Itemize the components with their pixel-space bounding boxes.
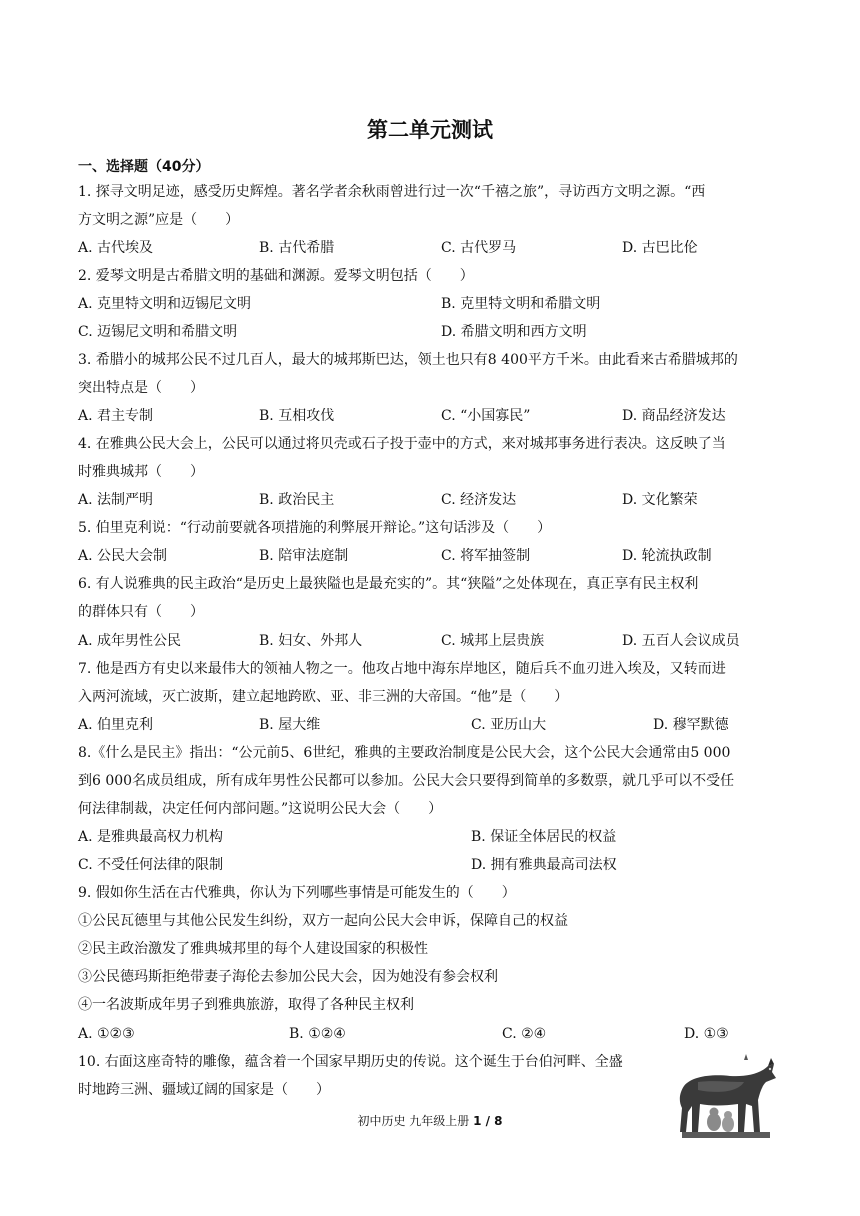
q6-option-d: D. 五百人会议成员 xyxy=(622,633,740,649)
q1-option-c: C. 古代罗马 xyxy=(441,240,517,256)
question-1-stem-cont: 方文明之源”应是（ ） xyxy=(78,212,240,228)
question-1-stem: 1. 探寻文明足迹，感受历史辉煌。著名学者余秋雨曾进行过一次“千禧之旅”，寻访西方文明之源。“西 xyxy=(78,184,706,200)
question-3-stem: 3. 希腊小的城邦公民不过几百人，最大的城邦斯巴达，领土也只有8 400平方千米。由此看来古希腊城邦的 xyxy=(78,352,738,368)
question-6-stem-cont: 的群体只有（ ） xyxy=(78,604,204,620)
q2-option-b: B. 克里特文明和希腊文明 xyxy=(441,296,601,312)
q6-option-c: C. 城邦上层贵族 xyxy=(441,633,545,649)
question-7-stem: 7. 他是西方有史以来最伟大的领袖人物之一。他攻占地中海东岸地区，随后兵不血刃进入埃及，又转而进 xyxy=(78,661,726,677)
q7-option-a: A. 伯里克利 xyxy=(78,717,154,733)
question-4-stem: 4. 在雅典公民大会上，公民可以通过将贝壳或石子投于壶中的方式，来对城邦事务进行表决。这反映了当 xyxy=(78,436,726,452)
q4-option-d: D. 文化繁荣 xyxy=(622,492,698,508)
q8-option-d: D. 拥有雅典最高司法权 xyxy=(471,857,617,873)
page-footer xyxy=(0,1112,860,1129)
q3-option-b: B. 互相攻伐 xyxy=(259,408,335,424)
q2-option-d: D. 希腊文明和西方文明 xyxy=(441,324,587,340)
page-title: 第二单元测试 xyxy=(367,118,493,142)
q9-option-a: A. ①②③ xyxy=(78,1026,135,1042)
question-5-stem: 5. 伯里克利说：“行动前要就各项措施的利弊展开辩论。”这句话涉及（ ） xyxy=(78,520,552,536)
question-9-stem: 9. 假如你生活在古代雅典，你认为下列哪些事情是可能发生的（ ） xyxy=(78,885,516,901)
question-6-stem: 6. 有人说雅典的民主政治“是历史上最狭隘也是最充实的”。其“狭隘”之处体现在，真正享有民主权利 xyxy=(78,576,699,592)
q8-option-b: B. 保证全体居民的权益 xyxy=(471,829,617,845)
q9-option-d: D. ①③ xyxy=(684,1026,729,1042)
q6-option-a: A. 成年男性公民 xyxy=(78,633,182,649)
question-2-stem: 2. 爱琴文明是古希腊文明的基础和渊源。爱琴文明包括（ ） xyxy=(78,268,474,284)
q1-option-b: B. 古代希腊 xyxy=(259,240,335,256)
question-8-stem-cont: 到6 000名成员组成，所有成年男性公民都可以参加。公民大会只要得到简单的多数票，就几乎可以不受任 xyxy=(78,773,735,789)
q4-option-b: B. 政治民主 xyxy=(259,492,335,508)
question-8-stem-cont2: 何法律制裁，决定任何内部问题。”这说明公民大会（ ） xyxy=(78,801,443,817)
q6-option-b: B. 妇女、外邦人 xyxy=(259,633,363,649)
q3-option-a: A. 君主专制 xyxy=(78,408,154,424)
section-heading: 一、选择题（40分） xyxy=(78,159,210,175)
q1-option-a: A. 古代埃及 xyxy=(78,240,154,256)
q7-option-b: B. 屋大维 xyxy=(259,717,321,733)
question-3-stem-cont: 突出特点是（ ） xyxy=(78,380,204,396)
q9-option-c: C. ②④ xyxy=(502,1026,547,1042)
page-number: 1 / 8 xyxy=(473,1114,503,1128)
footer-text: 初中历史 九年级上册 xyxy=(357,1114,474,1128)
q8-option-a: A. 是雅典最高权力机构 xyxy=(78,829,224,845)
question-4-stem-cont: 时雅典城邦（ ） xyxy=(78,464,204,480)
q5-option-d: D. 轮流执政制 xyxy=(622,548,712,564)
q7-option-c: C. 亚历山大 xyxy=(471,717,547,733)
q2-option-c: C. 迈锡尼文明和希腊文明 xyxy=(78,324,238,340)
q2-option-a: A. 克里特文明和迈锡尼文明 xyxy=(78,296,252,312)
q8-option-c: C. 不受任何法律的限制 xyxy=(78,857,224,873)
q9-statement-1: ①公民瓦德里与其他公民发生纠纷，双方一起向公民大会申诉，保障自己的权益 xyxy=(78,913,568,929)
q3-option-d: D. 商品经济发达 xyxy=(622,408,726,424)
q4-option-a: A. 法制严明 xyxy=(78,492,154,508)
q9-statement-4: ④一名波斯成年男子到雅典旅游，取得了各种民主权利 xyxy=(78,997,414,1013)
q5-option-b: B. 陪审法庭制 xyxy=(259,548,349,564)
question-10-stem-cont: 时地跨三洲、疆域辽阔的国家是（ ） xyxy=(78,1082,330,1098)
q5-option-a: A. 公民大会制 xyxy=(78,548,168,564)
q5-option-c: C. 将军抽签制 xyxy=(441,548,531,564)
q1-option-d: D. 古巴比伦 xyxy=(622,240,698,256)
question-7-stem-cont: 入两河流域，灭亡波斯，建立起地跨欧、亚、非三洲的大帝国。“他”是（ ） xyxy=(78,689,569,705)
q9-statement-3: ③公民德玛斯拒绝带妻子海伦去参加公民大会，因为她没有参会权利 xyxy=(78,969,498,985)
q4-option-c: C. 经济发达 xyxy=(441,492,517,508)
question-8-stem: 8.《什么是民主》指出：“公元前5、6世纪，雅典的主要政治制度是公民大会，这个公民大会通常由5 000 xyxy=(78,745,731,761)
q9-option-b: B. ①②④ xyxy=(289,1026,346,1042)
q9-statement-2: ②民主政治激发了雅典城邦里的每个人建设国家的积极性 xyxy=(78,941,428,957)
question-10-stem: 10. 右面这座奇特的雕像，蕴含着一个国家早期历史的传说。这个诞生于台伯河畔、全盛 xyxy=(78,1054,623,1070)
q7-option-d: D. 穆罕默德 xyxy=(653,717,729,733)
q3-option-c: C. “小国寡民” xyxy=(441,408,531,424)
